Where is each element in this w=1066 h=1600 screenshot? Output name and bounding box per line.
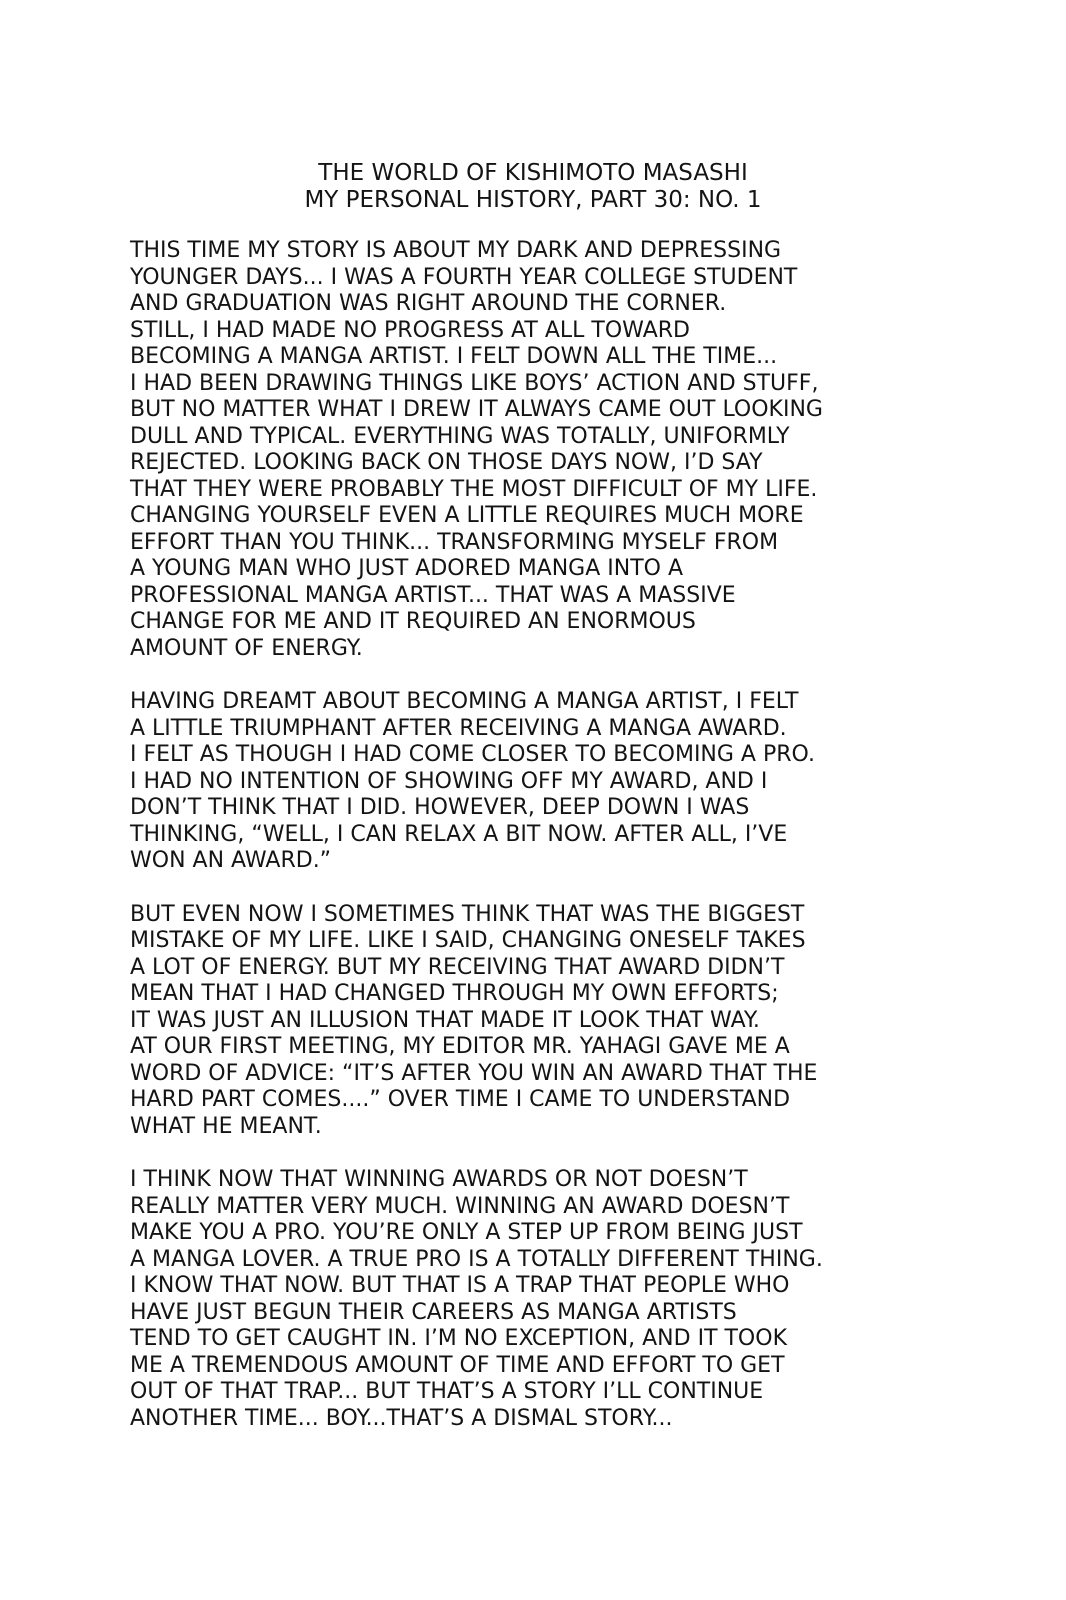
text-line: A LOT OF ENERGY. BUT MY RECEIVING THAT AWARD DIDN’T (130, 954, 785, 980)
text-line: THINKING, “WELL, I CAN RELAX A BIT NOW. AFTER ALL, I’VE (130, 821, 788, 847)
page-header (0, 160, 1066, 214)
text-line: I FELT AS THOUGH I HAD COME CLOSER TO BECOMING A PRO. (130, 742, 815, 767)
text-line: IT WAS JUST AN ILLUSION THAT MADE IT LOOK THAT WAY. (130, 1007, 760, 1033)
page-title: THE WORLD OF KISHIMOTO MASASHI (318, 160, 748, 186)
text-line: THAT THEY WERE PROBABLY THE MOST DIFFICULT OF MY LIFE. (130, 476, 818, 502)
text-line: REALLY MATTER VERY MUCH. WINNING AN AWARD DOESN’T (130, 1193, 790, 1219)
text-line: STILL, I HAD MADE NO PROGRESS AT ALL TOWARD (130, 317, 690, 343)
paragraph (130, 902, 1010, 1141)
text-line: BECOMING A MANGA ARTIST. I FELT DOWN ALL THE TIME... (130, 344, 778, 369)
text-line: YOUNGER DAYS... I WAS A FOURTH YEAR COLLEGE STUDENT (130, 264, 798, 290)
text-line: REJECTED. LOOKING BACK ON THOSE DAYS NOW, I’D SAY (130, 450, 763, 475)
text-line: MAKE YOU A PRO. YOU’RE ONLY A STEP UP FROM BEING JUST (130, 1220, 803, 1245)
text-line: AT OUR FIRST MEETING, MY EDITOR MR. YAHAGI GAVE ME A (130, 1034, 790, 1059)
text-line: MISTAKE OF MY LIFE. LIKE I SAID, CHANGING ONESELF TAKES (130, 928, 806, 953)
text-line: I HAD NO INTENTION OF SHOWING OFF MY AWARD, AND I (130, 768, 768, 794)
text-line: DON’T THINK THAT I DID. HOWEVER, DEEP DOWN I WAS (130, 795, 750, 820)
text-line: DULL AND TYPICAL. EVERYTHING WAS TOTALLY, UNIFORMLY (130, 423, 790, 449)
text-line: AND GRADUATION WAS RIGHT AROUND THE CORNER. (130, 291, 727, 316)
text-line: WORD OF ADVICE: “IT’S AFTER YOU WIN AN AWARD THAT THE (130, 1060, 818, 1086)
text-line: A MANGA LOVER. A TRUE PRO IS A TOTALLY DIFFERENT THING. (130, 1246, 823, 1272)
paragraph (130, 1167, 1010, 1432)
text-line: I HAD BEEN DRAWING THINGS LIKE BOYS’ ACTION AND STUFF, (130, 370, 819, 396)
text-line: BUT NO MATTER WHAT I DREW IT ALWAYS CAME OUT LOOKING (130, 397, 823, 422)
essay-body (130, 238, 1010, 1459)
text-line: A YOUNG MAN WHO JUST ADORED MANGA INTO A (130, 556, 684, 581)
text-line: AMOUNT OF ENERGY. (130, 635, 363, 661)
text-line: MEAN THAT I HAD CHANGED THROUGH MY OWN EFFORTS; (130, 981, 779, 1006)
page-subtitle: MY PERSONAL HISTORY, PART 30: NO. 1 (304, 187, 762, 213)
text-line: I THINK NOW THAT WINNING AWARDS OR NOT DOESN’T (130, 1167, 748, 1192)
text-line: PROFESSIONAL MANGA ARTIST... THAT WAS A MASSIVE (130, 582, 736, 608)
text-line: ANOTHER TIME... BOY...THAT’S A DISMAL STORY... (130, 1405, 673, 1431)
text-line: OUT OF THAT TRAP... BUT THAT’S A STORY I’LL CONTINUE (130, 1379, 764, 1404)
text-line: I KNOW THAT NOW. BUT THAT IS A TRAP THAT PEOPLE WHO (130, 1273, 790, 1298)
paragraph (130, 689, 1010, 875)
text-line: WHAT HE MEANT. (130, 1113, 322, 1139)
text-line: HARD PART COMES....” OVER TIME I CAME TO UNDERSTAND (130, 1087, 791, 1112)
text-line: HAVE JUST BEGUN THEIR CAREERS AS MANGA ARTISTS (130, 1299, 737, 1325)
text-line: THIS TIME MY STORY IS ABOUT MY DARK AND DEPRESSING (130, 238, 782, 263)
text-line: EFFORT THAN YOU THINK... TRANSFORMING MYSELF FROM (130, 529, 779, 555)
text-line: ME A TREMENDOUS AMOUNT OF TIME AND EFFORT TO GET (130, 1352, 785, 1378)
text-line: BUT EVEN NOW I SOMETIMES THINK THAT WAS THE BIGGEST (130, 901, 805, 927)
text-line: CHANGE FOR ME AND IT REQUIRED AN ENORMOUS (130, 609, 696, 634)
text-line: HAVING DREAMT ABOUT BECOMING A MANGA ARTIST, I FELT (130, 689, 799, 714)
text-line: A LITTLE TRIUMPHANT AFTER RECEIVING A MANGA AWARD. (130, 715, 787, 741)
paragraph (130, 238, 1010, 662)
text-line: CHANGING YOURSELF EVEN A LITTLE REQUIRES MUCH MORE (130, 503, 804, 528)
text-line: TEND TO GET CAUGHT IN. I’M NO EXCEPTION, AND IT TOOK (130, 1326, 787, 1351)
text-line: WON AN AWARD.” (130, 848, 332, 873)
